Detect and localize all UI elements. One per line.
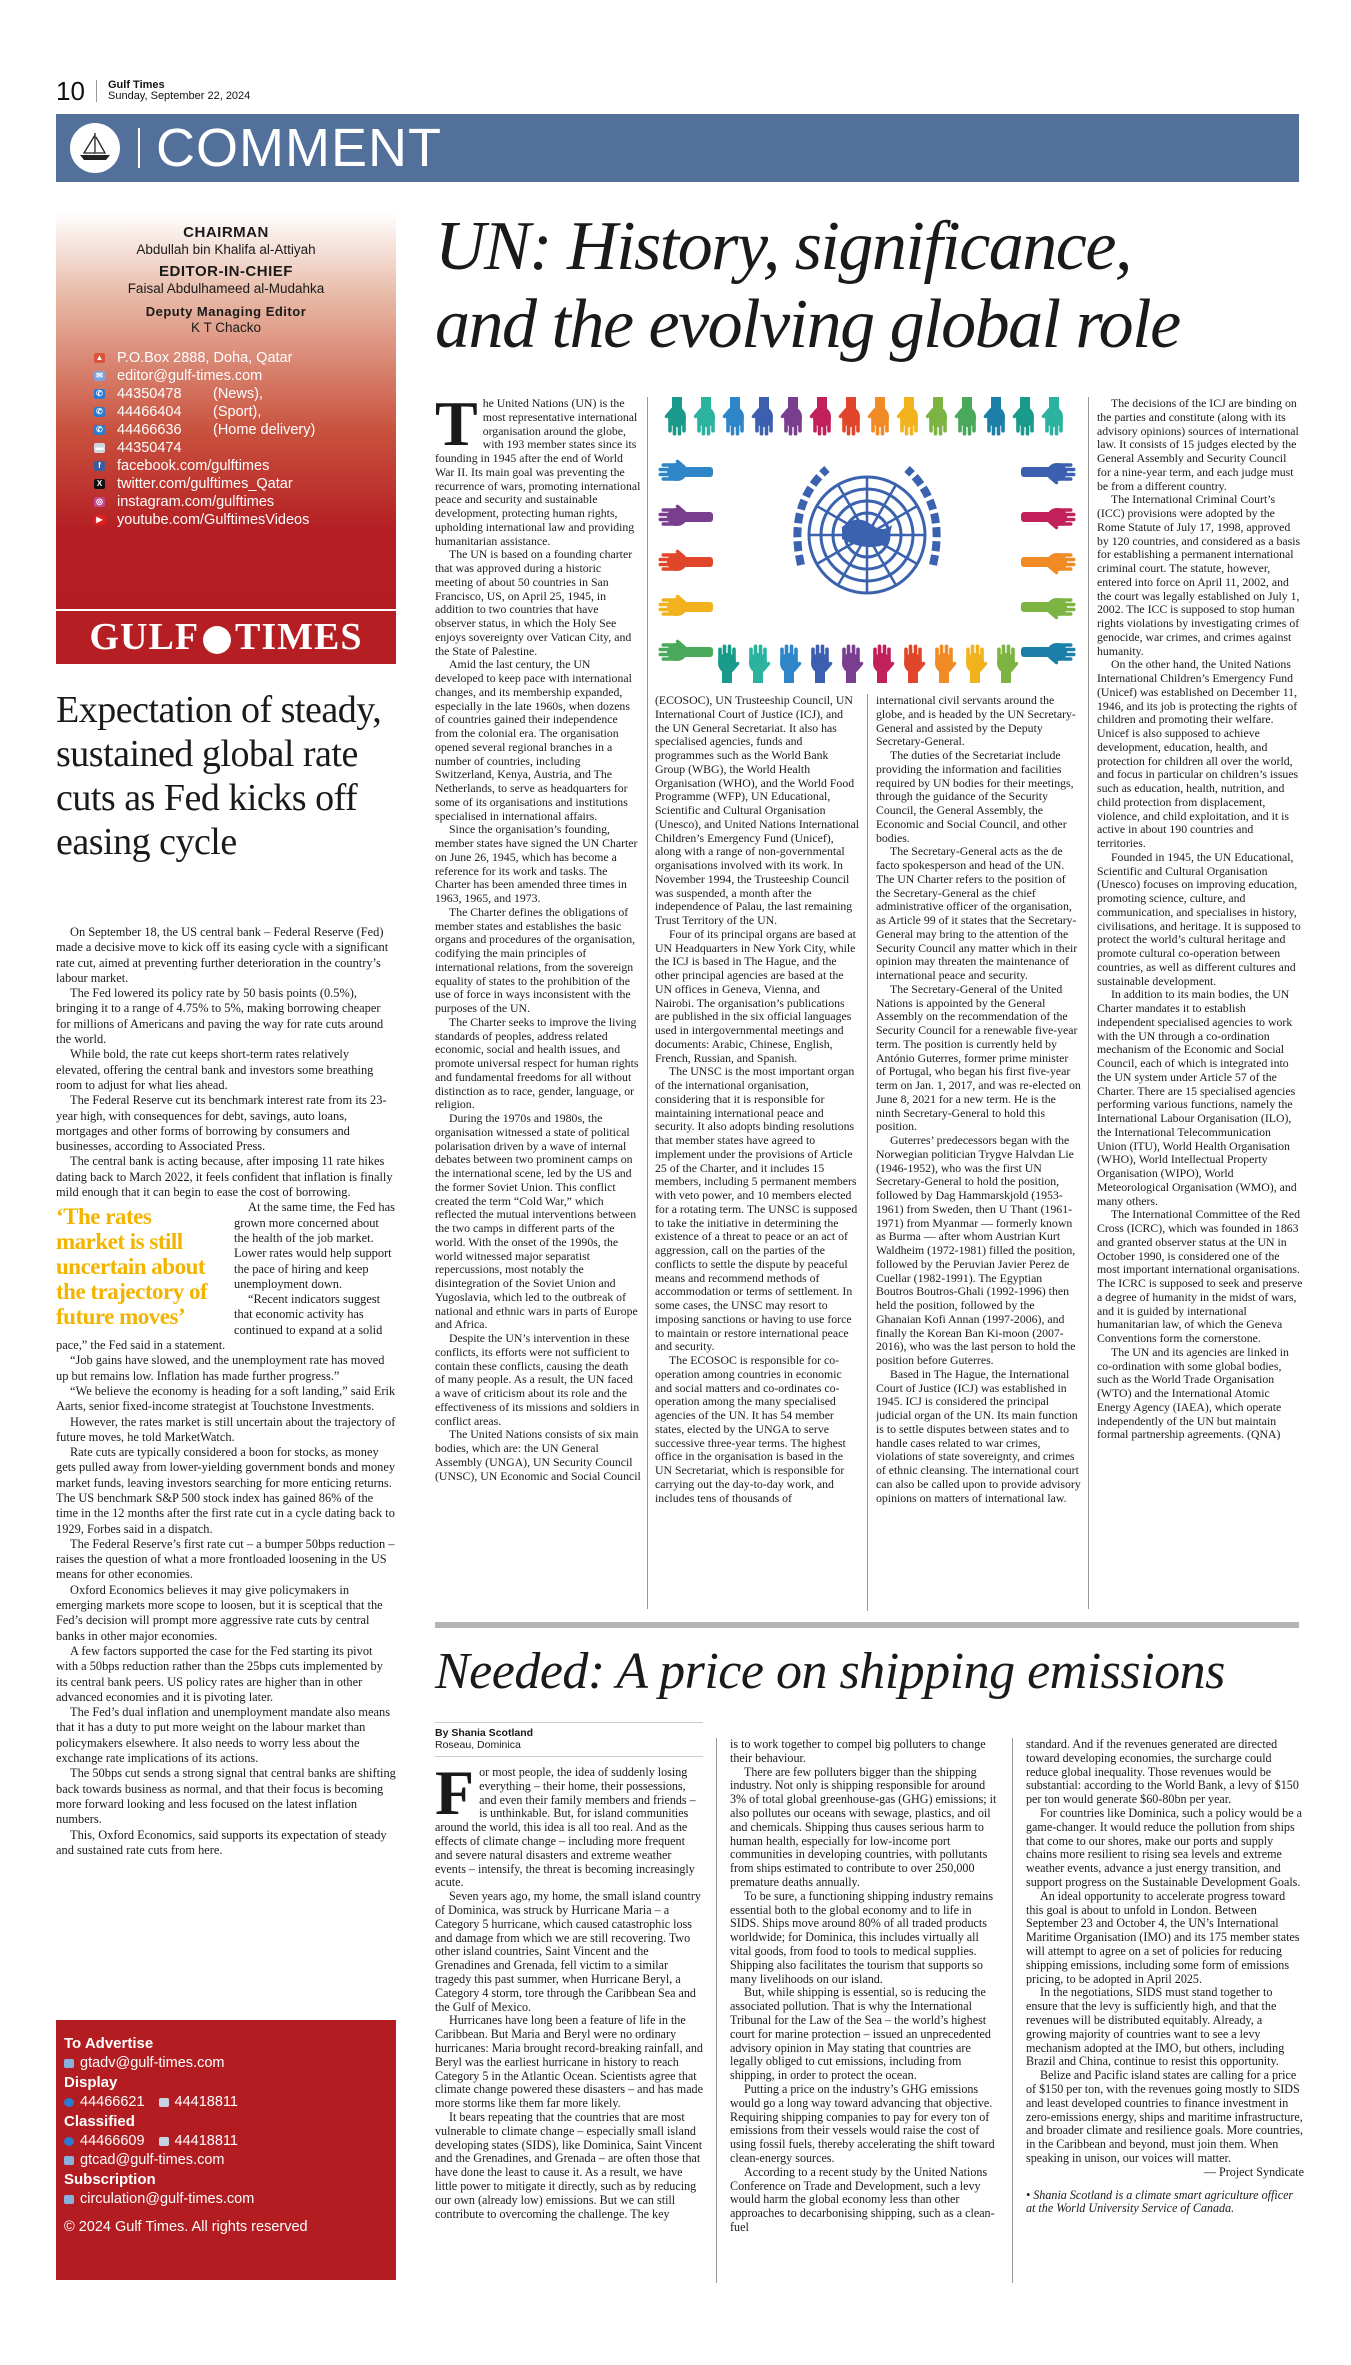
phone-icon: ✆ xyxy=(94,407,105,417)
advertise-email[interactable]: gtadv@gulf-times.com xyxy=(80,2055,225,2071)
hand-illustration xyxy=(659,594,714,616)
article-paragraph: The Secretary-General acts as the de facto spokesperson and head of the UN. The UN Charter refers to the position of the Secretary-General as the chief administrative officer of the organisation, as Article 99 of it states that the Secretary-General may bring to the attention of the Security Council any matter which in their opinion may threaten the maintenance of international peace and security. xyxy=(876,844,1078,982)
hand-illustration xyxy=(966,645,988,684)
contact-text: 44466404 xyxy=(117,404,182,420)
article-paragraph: While bold, the rate cut keeps short-term rates relatively elevated, offering the central bank and investors some breathing room to adjust for what lies ahead. xyxy=(56,1047,374,1092)
page-number: 10 xyxy=(56,76,85,106)
drop-cap: T xyxy=(435,397,478,459)
hand-illustration xyxy=(842,645,864,684)
article-paragraph: Since the organisation’s founding, member states have signed the UN Charter on June 26, 1945, which has become a reference for its work and tasks. The Charter has been amended three times in 1963, 1965, and 1973. xyxy=(435,822,638,905)
advertising-box xyxy=(56,2020,396,2280)
mail-icon xyxy=(64,2059,74,2068)
hand-illustration xyxy=(873,645,895,684)
article-paragraph: The Secretary-General of the United Nations is appointed by the General Assembly on the recommendation of the Security Council for a renewable five-year term. The position is currently held by António Guterres, former prime minister of Portugal, who began his first five-year term on Jan. 1, 2017, and was re-elected on June 8, 2021 for a new term. He is the ninth Secretary-General to hold this position. xyxy=(876,981,1081,1134)
contact-text: instagram.com/gulftimes xyxy=(117,494,275,510)
hand-illustration xyxy=(718,645,740,684)
article-paragraph: Oxford Economics believes it may give policymakers in emerging markets more scope to loosen, but it is sceptical that the Fed’s decision will prompt more aggressive rate cuts by central banks in other major economies. xyxy=(56,1582,383,1643)
divider xyxy=(96,80,97,102)
article-paragraph: The United Nations consists of six main bodies, which are: the UN General Assembly (UNGA), UN Security Council (UNSC), UN Economic and Social Council xyxy=(435,1427,641,1483)
hand-illustration xyxy=(659,459,714,481)
classified-fax: 44418811 xyxy=(174,2133,238,2149)
advertise-title: To Advertise xyxy=(64,2035,154,2052)
article-paragraph: It bears repeating that the countries that are most vulnerable to climate change – especially small island developing states (SIDS), like Dominica, Saint Vincent and the Grenadines, and Grenada – are often those that have done the least to cause it. As a result, we have little power to mitigate it directly, such as by reducing our own (already low) emissions. But we can still contribute to overcoming the challenge. The key xyxy=(435,2109,703,2221)
byline xyxy=(435,1722,703,1757)
contact-label: (News), xyxy=(213,386,263,402)
un-article-column xyxy=(1097,397,1303,1611)
mail-icon xyxy=(64,2195,74,2204)
hand-illustration xyxy=(693,397,715,436)
column-rule xyxy=(1012,1738,1013,2283)
chairman-name: Abdullah bin Khalifa al-Attiyah xyxy=(136,242,316,257)
article-paragraph: The decisions of the ICJ are binding on the parties and constitute (along with its advisory opinions) sources of international law. It consists of 15 judges elected by the General Assembly and Security Council for a nine-year term, and each judge must be from a different country. xyxy=(1097,397,1299,493)
contact-text: 44466636 xyxy=(117,422,182,438)
contact-text: facebook.com/gulftimes xyxy=(117,458,270,474)
paper-name: Gulf Times xyxy=(108,79,165,91)
phone-icon xyxy=(64,2098,74,2107)
hand-illustration xyxy=(722,397,744,436)
shipping-article-column xyxy=(1026,1738,1304,2286)
article-paragraph: Despite the UN’s intervention in these conflicts, its efforts were not sufficient to contain these conflicts, causing the death of many people. As a result, the UN faced a wave of criticism about its role and the effectiveness of its missions and soldiers in conflict areas. xyxy=(435,1331,640,1428)
article-paragraph: According to a recent study by the United Nations Conference on Trade and Development, such a levy would harm the global economy less than other approaches to decarbonising shipping, such as a clean-fuel xyxy=(730,2164,995,2234)
column-rule xyxy=(716,1738,717,2283)
left-article-headline: Expectation of steady, sustained global rate cuts as Fed kicks off easing cycle xyxy=(56,689,382,863)
gulf-times-logo xyxy=(56,609,396,664)
article-paragraph: However, the rates market is still uncertain about the trajectory of future moves, he told MarketWatch. xyxy=(56,1414,396,1444)
article-paragraph: (ECOSOC), UN Trusteeship Council, UN International Court of Justice (ICJ), and the UN General Secretariat. It also has specialised agencies, funds and programmes such as the World Bank Group (WBG), the World Health Organisation (WHO), and the World Food Programme (WFP), UN Educational, Scientific and Cultural Organisation (Unesco), and United Nations International Children’s Emergency Fund (Unicef), along with a range of non-governmental organisations involved with its work. In November 1994, the Trusteeship Council was suspended, a month after the independence of Palau, the last remaining Trust Territory of the UN. xyxy=(655,694,860,927)
article-paragraph: An ideal opportunity to accelerate progress toward this goal is about to unfold in London. Between September 23 and October 4, the UN’s International Maritime Organisation (IMO) and its 175 member states will attempt to agree on a set of policies for reducing shipping emissions, including some form of emissions pricing, to be adopted in April 2025. xyxy=(1026,1888,1300,1986)
article-paragraph: The International Committee of the Red Cross (ICRC), which was founded in 1863 and granted observer status at the UN in October 1990, is considered one of the most important international organisations. The ICRC is supposed to seek and preserve a degree of humanity in the midst of wars, and it is guided by international humanitarian law, of which the Geneva Conventions form the cornerstone. xyxy=(1097,1207,1303,1345)
contact-text: 44350478 xyxy=(117,386,182,402)
source-credit: — Project Syndicate xyxy=(1203,2164,1304,2179)
hand-illustration xyxy=(659,549,714,571)
article-paragraph: On the other hand, the United Nations International Children’s Emergency Fund (Unicef) was established on December 11, 1946, and its job is protecting the rights of children and promoting their welfare. Unicef is also supposed to achieve development, education, health, and protection for children all over the world, and focus in particular on children’s issues such as education, health, nutrition, and child protection from displacement, violence, and child exploitation, and it is active in about 190 countries and territories. xyxy=(1097,657,1299,850)
hand-illustration xyxy=(749,645,771,684)
article-paragraph: The 50bps cut sends a strong signal that central banks are shifting back towards business as normal, and that their focus is becoming more forward looking and less focused on the latest inflation numbers. xyxy=(56,1766,396,1827)
hand-illustration xyxy=(664,397,686,436)
hand-illustration xyxy=(896,397,918,436)
article-paragraph: Belize and Pacific island states are calling for a price of $150 per ton, with the revenues going mostly to SIDS and least developed countries to finance investment in zero-emissions energy, ships and maritime infrastructure, and broader climate and resilience goals. More countries, in the Caribbean and beyond, must join them. When speaking in unison, our voices will matter. xyxy=(1026,2068,1304,2165)
article-paragraph: “We believe the economy is heading for a soft landing,” said Erik Aarts, senior fixed-income strategist at Touchstone Investments. xyxy=(56,1383,396,1414)
article-paragraph: Based in The Hague, the International Court of Justice (ICJ) was established in 1945. ICJ is considered the principal judicial organ of the UN. Its main function is to settle disputes between states and to handle cases related to war crimes, violations of state sovereignty, and crimes of ethnic cleansing. The international court can also be called upon to provide advisory opinions on matters of international law. xyxy=(876,1366,1081,1505)
shipping-article-headline: Needed: A price on shipping emissions xyxy=(435,1643,1225,1700)
article-paragraph: The central bank is acting because, after imposing 11 rate hikes dating back to March 2022, it feels confident that inflation is finally mild enough that it can begin to ease the cost of borrowing. xyxy=(56,1154,393,1200)
article-paragraph: The Charter defines the obligations of member states and establishes the basic organs and procedures of the organisation, codifying the main principles of international relations, from the sovereign equality of states to the prohibition of the use of force in ways inconsistent with the purposes of the UN. xyxy=(435,904,636,1015)
contact-item[interactable] xyxy=(94,385,396,403)
un-article-column xyxy=(435,397,641,1611)
contact-text: 44350474 xyxy=(117,440,182,456)
hand-illustration xyxy=(1021,553,1076,575)
un-hands-illustration xyxy=(657,397,1077,683)
mail-icon: ✉ xyxy=(94,371,105,381)
article-paragraph: Four of its principal organs are based at UN Headquarters in New York City, while the ICJ is based in The Hague, and the other principal agencies are based at the UN offices in Geneva, Vienna, and Nairobi. The organisation’s publications are published in the six official languages used in intergovernmental meetings and documents: Arabic, Chinese, English, French, Russian, and Spanish. xyxy=(655,926,856,1065)
pull-quote: ‘The rates market is still uncertain about the trajectory of future moves’ xyxy=(56,1204,208,1330)
un-article-column xyxy=(876,694,1081,1611)
drop-cap: F xyxy=(435,1766,475,1828)
contact-text: P.O.Box 2888, Doha, Qatar xyxy=(117,350,293,366)
column-rule xyxy=(867,694,868,1611)
article-paragraph: The Charter seeks to improve the living standards of peoples, address related economic, social and health issues, and promote universal respect for human rights and fundamental freedoms for all without distinction as to race, gender, language, or religion. xyxy=(435,1014,639,1112)
hand-illustration xyxy=(809,397,831,436)
paper-info xyxy=(108,80,250,102)
article-paragraph: For countries like Dominica, such a policy would be a game-changer. It would reduce the pollution from ships that come to our shores, make our ports and supply chains more resilient to rising sea levels and extreme weather events, advance a just energy transition, and support progress on the Sustainable Development Goals. xyxy=(1026,1805,1302,1889)
article-paragraph: A few factors supported the case for the Fed starting its pivot with a 50bps reduction rather than the 25bps cuts implemented by its central bank peers. US policy rates are higher than in other advanced economies and it is pivoting later. xyxy=(56,1643,383,1704)
shipping-article-column xyxy=(435,1766,705,2286)
article-paragraph: The Federal Reserve cut its benchmark interest rate from its 23-year high, with consequences for debt, savings, auto loans, mortgages and other forms of borrowing by consumers and businesses, according to Associated Press. xyxy=(56,1093,387,1154)
article-paragraph: The Fed lowered its policy rate by 50 basis points (0.5%), bringing it to a range of 4.75% to 5%, making borrowing cheaper for millions of Americans and paving the way for rate cuts around the world. xyxy=(56,986,384,1047)
ship-logo-icon xyxy=(70,123,120,173)
contact-list xyxy=(94,349,396,529)
masthead-box xyxy=(56,212,396,609)
article-paragraph: or most people, the idea of suddenly losing everything – their home, their possessions, and even their family members and friends – is unthinkable. But, for island communities around the world, this idea is all too real. And as the effects of climate change – including more frequent and severe natural disasters and extreme weather events – intensify, the threat is becoming increasingly acute. xyxy=(435,1766,696,1890)
author-footnote: • Shania Scotland is a climate smart agriculture officer at the World University Service of Canada. xyxy=(1026,2187,1294,2216)
article-paragraph: In the negotiations, SIDS must stand together to ensure that the levy is sufficiently high, and that the revenues will be distributed equitably. Already, a growing majority of countries want to see a levy mechanism adopted at the IMO, but others, including Brazil and China, continue to resist this opportunity. xyxy=(1026,1985,1285,2069)
article-paragraph: Rate cuts are typically considered a boon for stocks, as money gets pulled away from lower-yielding government bonds and money market funds, leaving investors searching for more enticing returns. The US benchmark S&P 500 stock index has gained 86% of the time in the 12 months after the first rate cut in a cycle dating back to 1929, Forbes said in a dispatch. xyxy=(56,1445,396,1536)
editor-in-chief-name: Faisal Abdulhameed al-Mudahka xyxy=(127,281,325,296)
contact-item[interactable] xyxy=(94,439,396,457)
article-paragraph: On September 18, the US central bank – Federal Reserve (Fed) made a decisive move to kick off its easing cycle with a significant rate cut, aimed at preventing further deterioration in the country’s labour market. xyxy=(56,925,389,985)
article-paragraph: he United Nations (UN) is the most representative international organisation around the globe, with 193 member states since its founding in 1945 after the end of World War II. Its main goal was preventing the recurrence of wars, promoting international peace and security and sustainable development, protecting human rights, upholding international law and providing humanitarian assistance. xyxy=(435,397,641,548)
fax-icon: ▬ xyxy=(95,443,104,452)
hand-illustration xyxy=(780,645,802,684)
article-paragraph: The UNSC is the most important organ of the international organisation, considering that it is responsible for maintaining international peace and security. It also adopts binding resolutions that member states have agreed to implement under the provisions of Article 25 of the Charter, and it includes 15 members, including 5 permanent members with veto power, and 10 members elected for a rotating term. The UNSC is supposed to take the initiative in determining the existence of a threat to peace or an act of aggression, call on the parties of the conflicts to settle the dispute by peaceful means and recommend methods of accommodation or terms of settlement. In some cases, the UNSC may resort to imposing sanctions or having to use force to maintain or restore international peace and security. xyxy=(655,1064,858,1354)
article-paragraph: In addition to its main bodies, the UN Charter mandates it to establish independent specialised agencies to work with the UN through a co-ordination mechanism of the Economic and Social Council, each of which is integrated into the UN system under Article 57 of the Charter. There are 15 specialised agencies performing various functions, namely the International Labour Organisation (ILO), the International Telecommunication Union (ITU), World Health Organisation (WHO), World Intellectual Property Organisation (WIPO), World Meteorological Organisation (WMO), and many others. xyxy=(1097,987,1297,1208)
hand-illustration xyxy=(1012,397,1034,436)
article-paragraph: The ECOSOC is responsible for co-operation among countries in economic and social matters and co-ordinates co-operation among the many specialised agencies of the UN. It has 54 member states, elected by the UNGA to serve successive three-year terms. The highest office in the organisation is based in the UN Secretariat, which is responsible for carrying out the day-to-day work, and includes tens of thousands of xyxy=(655,1353,846,1505)
un-article-column xyxy=(655,694,860,1611)
x-icon: X xyxy=(94,479,105,489)
article-paragraph: The duties of the Secretariat include providing the information and facilities required by UN bodies for their meetings, through the guidance of the Security Council, the General Assembly, the Economic and Social Council, and other bodies. xyxy=(876,748,1074,845)
location-icon: ▲ xyxy=(95,353,104,362)
headline-line: UN: History, significance, xyxy=(435,208,1131,285)
instagram-icon: ◎ xyxy=(94,497,105,507)
logo-text: GULF xyxy=(89,616,200,658)
display-fax: 44418811 xyxy=(174,2094,238,2110)
column-rule xyxy=(647,397,648,1609)
author-name: By Shania Scotland xyxy=(435,1727,534,1739)
article-paragraph: The UN is based on a founding charter that was approved during a historic meeting of about 50 countries in San Francisco, US, on April 25, 1945, in addition to two countries that have observer status, in which the Holy See enjoys sovereignty over Vatican City, and the State of Palestine. xyxy=(435,547,633,658)
contact-text: editor@gulf-times.com xyxy=(117,368,263,384)
article-paragraph: At the same time, the Fed has grown more concerned about the health of the job market. Lower rates would help support the pace of hiring and keep unemployment down. xyxy=(234,1200,395,1291)
hand-illustration xyxy=(935,645,957,684)
article-paragraph: Guterres’ predecessors began with the Norwegian politician Trygve Halvdan Lie (1946-1952), who was the first UN Secretary-General to hold the position, followed by Dag Hammarskjold (1953-1961) from Sweden, then U Thant (1961-1971) from Myanmar — formerly known as Burma — after whom Austrian Kurt Waldheim (1972-1981) filled the position, followed by the Peruvian Javier Perez de Cuellar (1982-1991). The Egyptian Boutros Boutros-Ghali (1992-1996) then held the position, followed by the Ghanaian Kofi Annan (1997-2006), and finally the Korean Ban Ki-moon (2007-2016), who was the last person to hold the position before Guterres. xyxy=(876,1133,1076,1367)
section-divider xyxy=(435,1622,1299,1628)
chairman-title: CHAIRMAN xyxy=(183,224,269,241)
youtube-icon: ▶ xyxy=(94,515,105,525)
copyright: © 2024 Gulf Times. All rights reserved xyxy=(64,2219,308,2235)
hand-illustration xyxy=(867,397,889,436)
fax-icon xyxy=(159,2098,169,2107)
left-article-body xyxy=(56,925,396,1858)
column-rule xyxy=(1088,397,1089,1609)
article-paragraph: The Federal Reserve’s first rate cut – a bumper 50bps reduction – raises the question of what a more frontloaded loosening in the US means for other economies. xyxy=(56,1536,395,1582)
article-paragraph: Putting a price on the industry’s GHG emissions would go a long way toward advancing that objective. Requiring shipping companies to pay for every ton of emissions from their vessels would raise the cost of using fossil fuels, thereby accelerating the shift toward clean-energy sources. xyxy=(730,2081,995,2165)
display-phone: 44466621 xyxy=(80,2094,145,2110)
article-paragraph: There are few polluters bigger than the shipping industry. Not only is shipping responsible for around 3% of total global greenhouse-gas (GHG) emissions; it also pollutes our oceans with sewage, plastics, and oil and chemicals. Shipping thus causes serious harm to human health, especially for low-income port communities in developing countries, with pollutants from ships estimated to contribute to over 250,000 premature deaths annually. xyxy=(730,1764,997,1889)
article-paragraph: The International Criminal Court’s (ICC) provisions were adopted by the Rome Statute of July 17, 1998, approved by 120 countries, and considered as a basis for establishing a permanent international criminal court. The statute, however, entered into force on April 11, 2002, and the court was legally established on July 1, 2002. The ICC is supposed to stop human rights violations by investigating crimes of genocide, war crimes, and crimes against humanity. xyxy=(1097,492,1301,658)
mail-icon xyxy=(64,2156,74,2165)
contact-item[interactable] xyxy=(94,475,396,493)
article-paragraph: To be sure, a functioning shipping industry remains essential both to the global economy and to life in SIDS. Ships move around 80% of all traded products worldwide; for Dominica, this includes virtually all vital goods, from food to tools to medical supplies. Shipping also facilitates the tourism that supports so many livelihoods on our island. xyxy=(730,1888,994,1986)
ship-logo-icon xyxy=(203,626,231,654)
hand-illustration xyxy=(838,397,860,436)
phone-icon xyxy=(64,2137,74,2146)
article-paragraph: “Job gains have slowed, and the unemployment rate has moved up but remains low. Inflation has made further progress.” xyxy=(56,1353,385,1383)
un-emblem-icon xyxy=(797,469,936,593)
contact-label: (Sport), xyxy=(213,404,262,420)
deputy-managing-editor-title: Deputy Managing Editor xyxy=(145,304,307,319)
author-location: Roseau, Dominica xyxy=(435,1739,521,1751)
classified-title: Classified xyxy=(64,2113,135,2130)
hand-illustration xyxy=(1041,397,1063,436)
article-paragraph: standard. And if the revenues generated are directed toward developing economies, the surcharge could reduce global inequality. Those revenues would be substantial: according to the World Bank, a levy of $150 per ton would generate $60-80bn per year. xyxy=(1026,1738,1299,1807)
contact-item[interactable] xyxy=(94,457,396,475)
hand-illustration xyxy=(904,645,926,684)
contact-text: youtube.com/GulftimesVideos xyxy=(117,512,310,528)
hand-illustration xyxy=(659,504,714,526)
article-paragraph: But, while shipping is essential, so is reducing the associated pollution. That is why the International Tribunal for the Law of the Sea – the world’s highest court for marine protection – issued an unprecedented advisory opinion in May stating that countries are legally obliged to cut emissions, including from shipping, in order to protect the ocean. xyxy=(730,1985,991,2083)
hand-illustration xyxy=(1021,598,1076,620)
logo-text: TIMES xyxy=(235,616,363,658)
contact-item[interactable] xyxy=(94,349,396,367)
fax-icon xyxy=(159,2137,169,2146)
contact-item[interactable] xyxy=(94,367,396,385)
contact-item[interactable] xyxy=(94,511,396,529)
issue-date: Sunday, September 22, 2024 xyxy=(108,90,251,102)
hand-illustration xyxy=(983,397,1005,436)
article-paragraph: The Fed’s dual inflation and unemployment mandate also means that it has a duty to put more weight on the labour market than policymakers elsewhere. It also needs to worry less about the exchange rate implications of its actions. xyxy=(56,1705,391,1766)
hand-illustration xyxy=(1021,463,1076,485)
phone-icon: ✆ xyxy=(94,425,105,435)
hand-illustration xyxy=(811,645,833,684)
article-paragraph: “Recent indicators suggest that economic activity has continued to expand at a solid pace,” the Fed said in a statement. xyxy=(56,1292,383,1353)
hand-illustration xyxy=(925,397,947,436)
hand-illustration xyxy=(954,397,976,436)
contact-text: twitter.com/gulftimes_Qatar xyxy=(117,476,293,492)
article-paragraph: international civil servants around the globe, and is headed by the UN Secretary-General and assisted by the Deputy Secretary-General. xyxy=(876,694,1076,749)
article-paragraph: Founded in 1945, the UN Educational, Scientific and Cultural Organisation (Unesco) focuses on improving education, promoting science, culture, and communication, and specialises in history, civilisations, and heritage. It is supposed to protect the world’s cultural heritage and promote cultural co-operation between countries, as well as different cultures and sustainable development. xyxy=(1097,849,1301,988)
hand-illustration xyxy=(997,645,1019,684)
editor-in-chief-title: EDITOR-IN-CHIEF xyxy=(159,263,293,280)
article-paragraph: During the 1970s and 1980s, the organisation witnessed a state of political polarisation driven by a wave of internal debates between two prominent camps on the international scene, led by the US and the former Soviet Union. This conflict created the term “Cold War,” which reflected the mutual interventions between the two camps in different parts of the world. With the onset of the 1990s, the world witnessed major separatist repercussions, most notably the disintegration of the Soviet Union and Yugoslavia, which led to the outbreak of national and ethnic wars in parts of Europe and Africa. xyxy=(435,1111,638,1332)
section-bar xyxy=(56,114,1299,182)
shipping-article-column xyxy=(730,1738,1000,2286)
phone-icon: ✆ xyxy=(94,389,105,399)
article-paragraph: Hurricanes have long been a feature of life in the Caribbean. But Maria and Beryl were no ordinary hurricanes: Maria brought record-breaking rainfall, and Beryl was the earliest hurricane in history to reach Category 5 in the Atlantic Ocean. Scientists agree that climate change powered these disasters – and has made more storms like them far more likely. xyxy=(435,2013,703,2111)
contact-item[interactable] xyxy=(94,403,396,421)
classified-email[interactable]: gtcad@gulf-times.com xyxy=(80,2152,225,2168)
display-title: Display xyxy=(64,2074,118,2091)
hand-illustration xyxy=(1021,508,1076,530)
contact-label: (Home delivery) xyxy=(213,422,316,438)
section-title: COMMENT xyxy=(156,118,442,178)
classified-phone: 44466609 xyxy=(80,2133,145,2149)
subscription-title: Subscription xyxy=(64,2171,156,2188)
article-paragraph: This, Oxford Economics, said supports its expectation of steady and sustained rate cuts from here. xyxy=(56,1827,387,1857)
contact-item[interactable] xyxy=(94,421,396,439)
facebook-icon: f xyxy=(94,461,105,471)
deputy-managing-editor-name: K T Chacko xyxy=(190,320,262,335)
un-article-headline xyxy=(435,208,1305,364)
article-paragraph: The UN and its agencies are linked in co-ordination with some global bodies, such as the World Trade Organisation (WTO) and the International Atomic Energy Agency (IAEA), which operate independently of the UN but maintain formal partnership agreements. (QNA) xyxy=(1097,1344,1289,1442)
hand-illustration xyxy=(659,639,714,661)
divider xyxy=(138,128,140,168)
contact-item[interactable] xyxy=(94,493,396,511)
hand-illustration xyxy=(780,397,802,436)
hand-illustration xyxy=(1021,643,1076,665)
hand-illustration xyxy=(751,397,773,436)
article-paragraph: Seven years ago, my home, the small island country of Dominica, was struck by Hurricane Maria – a Category 5 hurricane, which caused catastrophic loss and damage from which we are still recovering. Two other island countries, Saint Vincent and the Grenadines and Grenada, fell victim to a similar tragedy this past summer, when Hurricane Beryl, a Category 4 storm, tore through the Caribbean Sea and the Gulf of Mexico. xyxy=(435,1889,701,2014)
article-paragraph: Amid the last century, the UN developed to keep pace with international changes, and its membership expanded, especially in the late 1960s, when dozens of countries gained their independence from the colonial era. The organisation opened several regional branches in a number of countries, including Switzerland, Kenya, Austria, and The Netherlands, to serve as headquarters for some of its organisations and institutions specialised in international affairs. xyxy=(435,657,632,823)
headline-line: and the evolving global role xyxy=(435,286,1180,363)
subscription-email[interactable]: circulation@gulf-times.com xyxy=(80,2191,255,2207)
article-paragraph: is to work together to compel big polluters to change their behaviour. xyxy=(730,1738,986,1765)
